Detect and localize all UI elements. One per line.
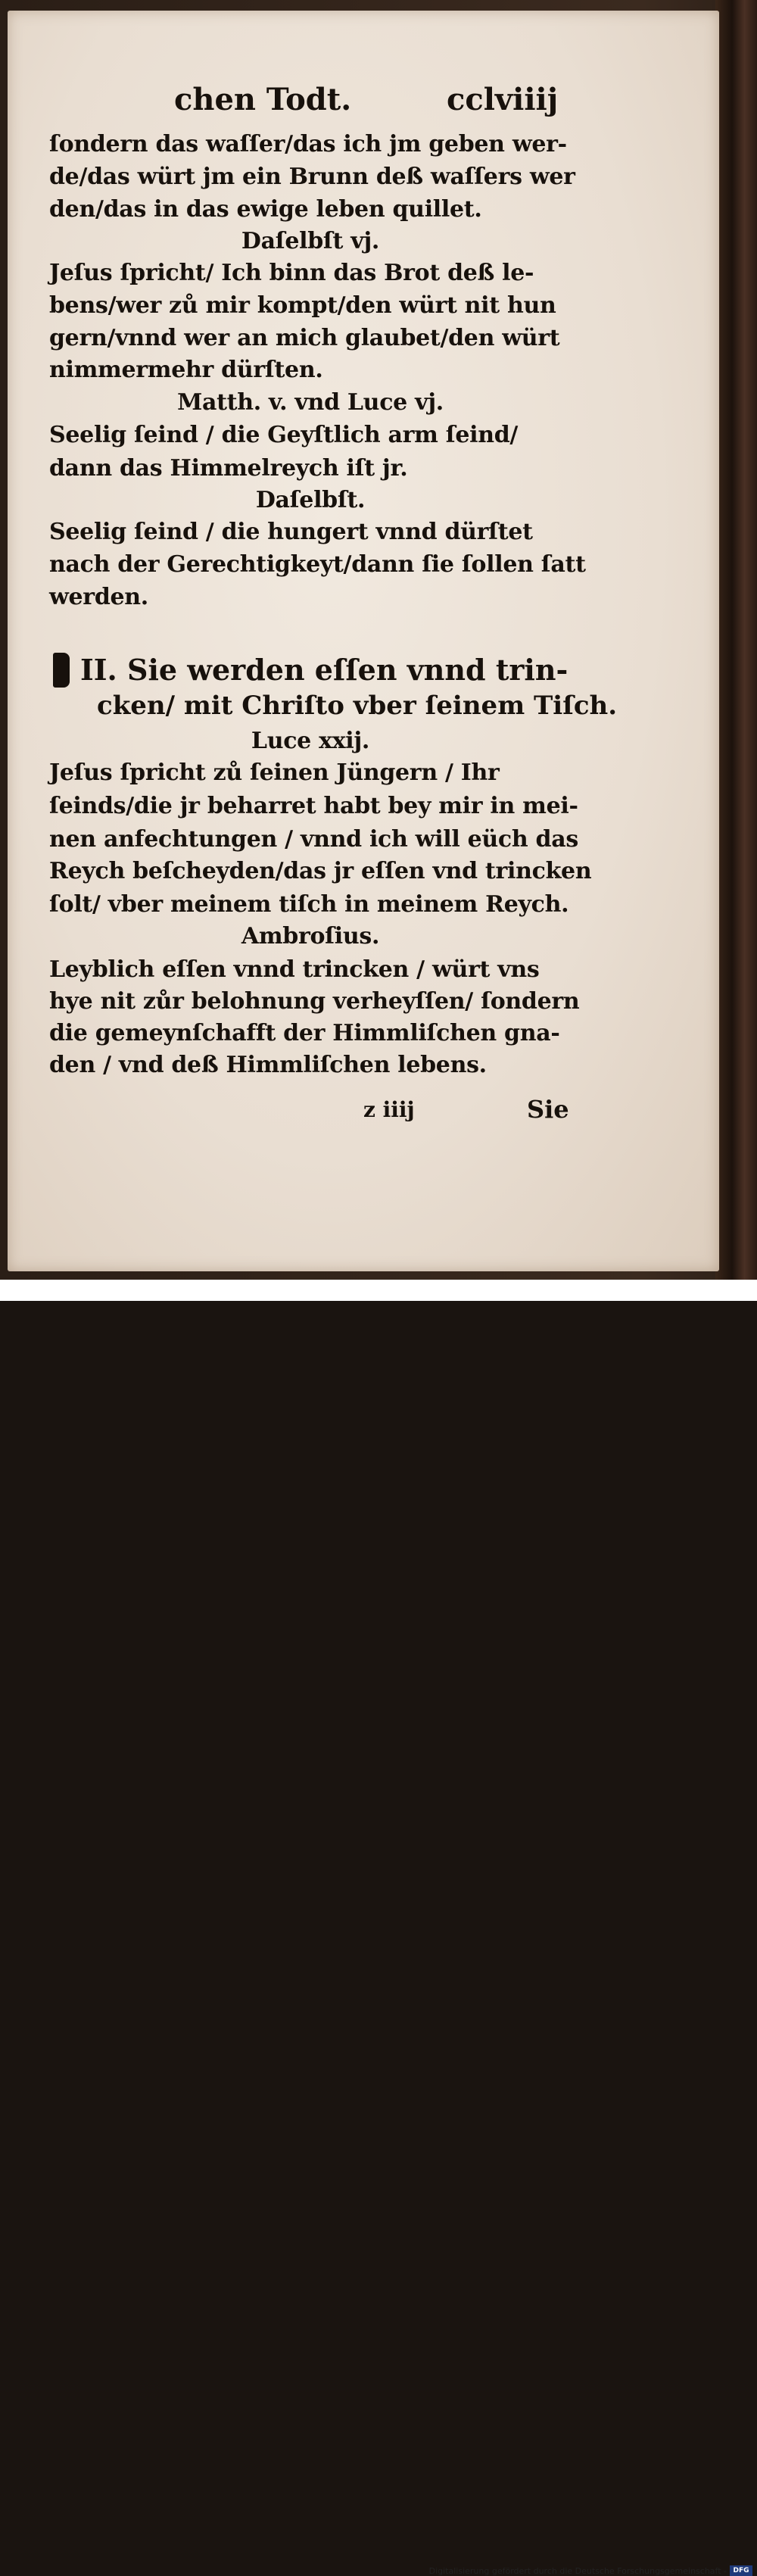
book-page [8, 11, 719, 1271]
text-line: den / vnd deß Himmliſchen lebens. [49, 1052, 487, 1078]
folio-number: cclviiij [447, 82, 559, 117]
text-line: hye nit zůr belohnung verheyſſen/ ſondern [49, 988, 580, 1015]
text-line: ſolt/ vber meinem tiſch in meinem Reych. [49, 891, 569, 918]
text-line: die gemeynſchafft der Himmliſchen gna- [49, 1020, 560, 1046]
text-line: Ambroſius. [241, 923, 380, 950]
text-line: werden. [49, 584, 148, 610]
section-heading: II. Sie werden eſſen vnnd trin- [80, 653, 569, 687]
text-line: Matth. v. vnd Luce vj. [177, 389, 444, 416]
text-line: dann das Himmelreych iſt jr. [49, 455, 408, 482]
footer-bar [0, 1280, 757, 2576]
text-line: Leyblich eſſen vnnd trincken / würt vns [49, 956, 540, 983]
text-line: bens/wer zů mir kompt/den würt nit hun [49, 292, 556, 319]
catchword: Sie [527, 1095, 569, 1124]
text-line: ſeinds/die jr beharret habt bey mir in mei- [49, 793, 578, 819]
text-line: gern/vnnd wer an mich glaubet/den würt [49, 325, 560, 351]
text-line: nen anfechtungen / vnnd ich will eüch das [49, 826, 578, 853]
text-line: den/das in das ewige leben quillet. [49, 196, 482, 223]
text-line: Daſelbſt vj. [241, 228, 380, 254]
book-edge [715, 0, 757, 1280]
text-line: Seelig ſeind / die Geyſtlich arm ſeind/ [49, 422, 519, 448]
section-heading-continuation: cken/ mit Chriſto vber ſeinem Tiſch. [97, 691, 618, 721]
signature-mark: z iiij [363, 1097, 415, 1122]
pilcrow-icon [53, 653, 70, 688]
running-title: chen Todt. [174, 82, 352, 117]
dfg-logo[interactable]: DFG [730, 2565, 752, 2576]
text-line: nach der Gerechtigkeyt/dann ſie ſollen ſatt [49, 551, 586, 578]
dfg-credit-text: Digitalisierung gefördert durch die Deutsche Forschungsgemeinschaft - [428, 2566, 727, 2576]
text-line: nimmermehr dürſten. [49, 357, 323, 383]
text-line: ſondern das waſſer/das ich jm geben wer- [49, 131, 567, 157]
text-line: Jeſus ſpricht/ Ich binn das Brot deß le- [49, 260, 534, 286]
text-line: Reych beſcheyden/das jr eſſen vnd trincken [49, 858, 592, 884]
text-line: Daſelbſt. [255, 487, 366, 513]
text-line: Jeſus ſpricht zů ſeinen Jüngern / Ihr [49, 759, 500, 786]
text-line: Luce xxij. [251, 728, 370, 754]
text-line: Seelig ſeind / die hungert vnnd dürſtet [49, 519, 533, 545]
text-line: de/das würt jm ein Brunn deß waſſers wer [49, 164, 575, 190]
